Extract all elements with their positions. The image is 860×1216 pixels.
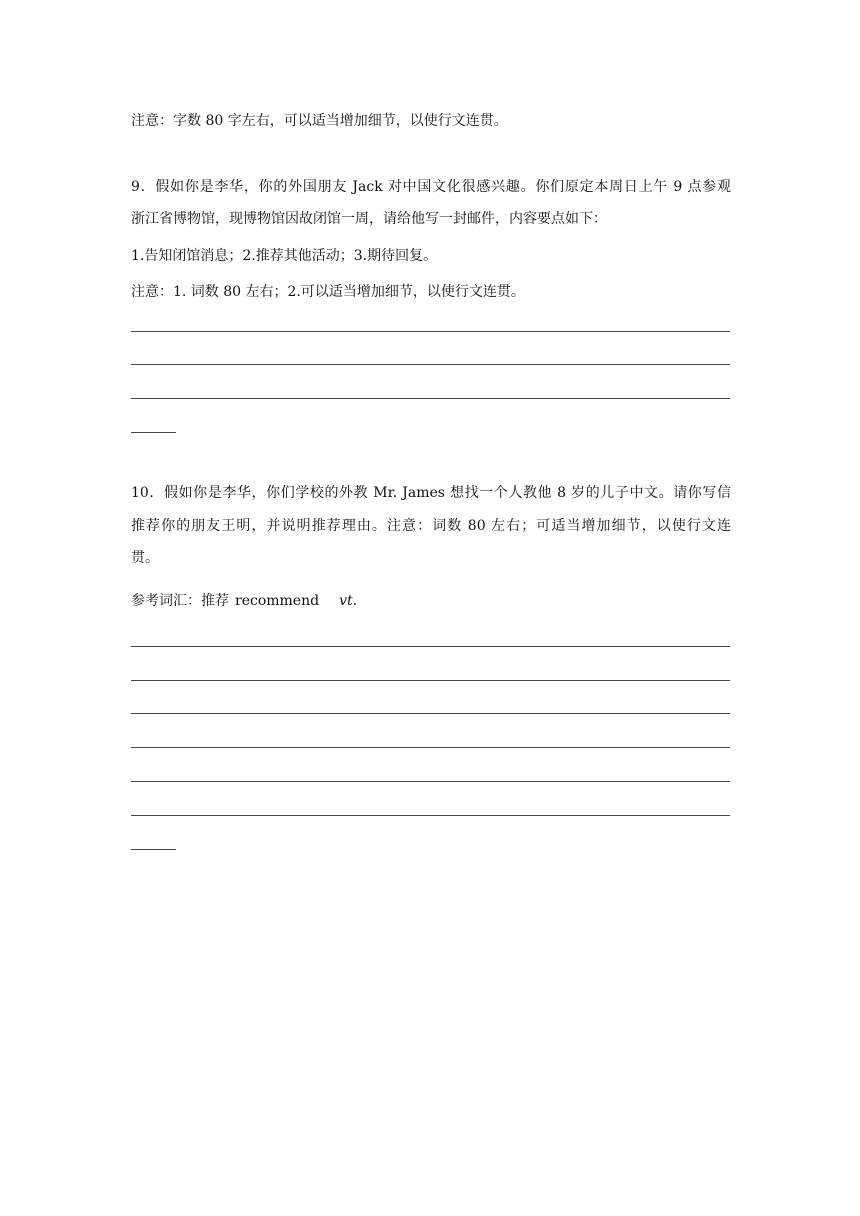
- answer-line: [131, 432, 176, 433]
- answer-line: [131, 781, 730, 782]
- answer-line: [131, 331, 730, 332]
- question-10-prompt-line-2: 推荐你的朋友王明，并说明推荐理由。注意：词数 80 左右；可适当增加细节，以使行文连: [131, 518, 731, 534]
- answer-line: [131, 713, 730, 714]
- question-10-vocabulary: [131, 592, 731, 610]
- answer-line: [131, 398, 730, 399]
- answer-line: [131, 747, 730, 748]
- question-10-prompt-line-1: 10．假如你是李华，你们学校的外教 Mr. James 想找一个人教他 8 岁的儿子中文。请你写信: [131, 485, 731, 501]
- vocabulary-part-of-speech: vt.: [339, 593, 358, 609]
- answer-line: [131, 680, 730, 681]
- question-9-points: 1.告知闭馆消息；2.推荐其他活动；3.期待回复。: [131, 248, 438, 264]
- answer-line: [131, 646, 730, 647]
- previous-question-note: 注意：字数 80 字左右，可以适当增加细节，以使行文连贯。: [131, 113, 508, 129]
- question-9-note: 注意：1. 词数 80 左右；2.可以适当增加细节，以使行文连贯。: [131, 284, 525, 300]
- vocabulary-word: recommend: [235, 593, 320, 609]
- question-9-prompt-line-1: 9．假如你是李华，你的外国朋友 Jack 对中国文化很感兴趣。你们原定本周日上午 9 点参观: [131, 179, 731, 195]
- answer-line: [131, 815, 730, 816]
- vocabulary-label: 参考词汇：推荐: [131, 593, 229, 609]
- answer-line: [131, 849, 176, 850]
- answer-line: [131, 364, 730, 365]
- question-10-prompt-line-3: 贯。: [131, 550, 159, 566]
- question-9-prompt-line-2: 浙江省博物馆，现博物馆因故闭馆一周，请给他写一封邮件，内容要点如下：: [131, 211, 607, 227]
